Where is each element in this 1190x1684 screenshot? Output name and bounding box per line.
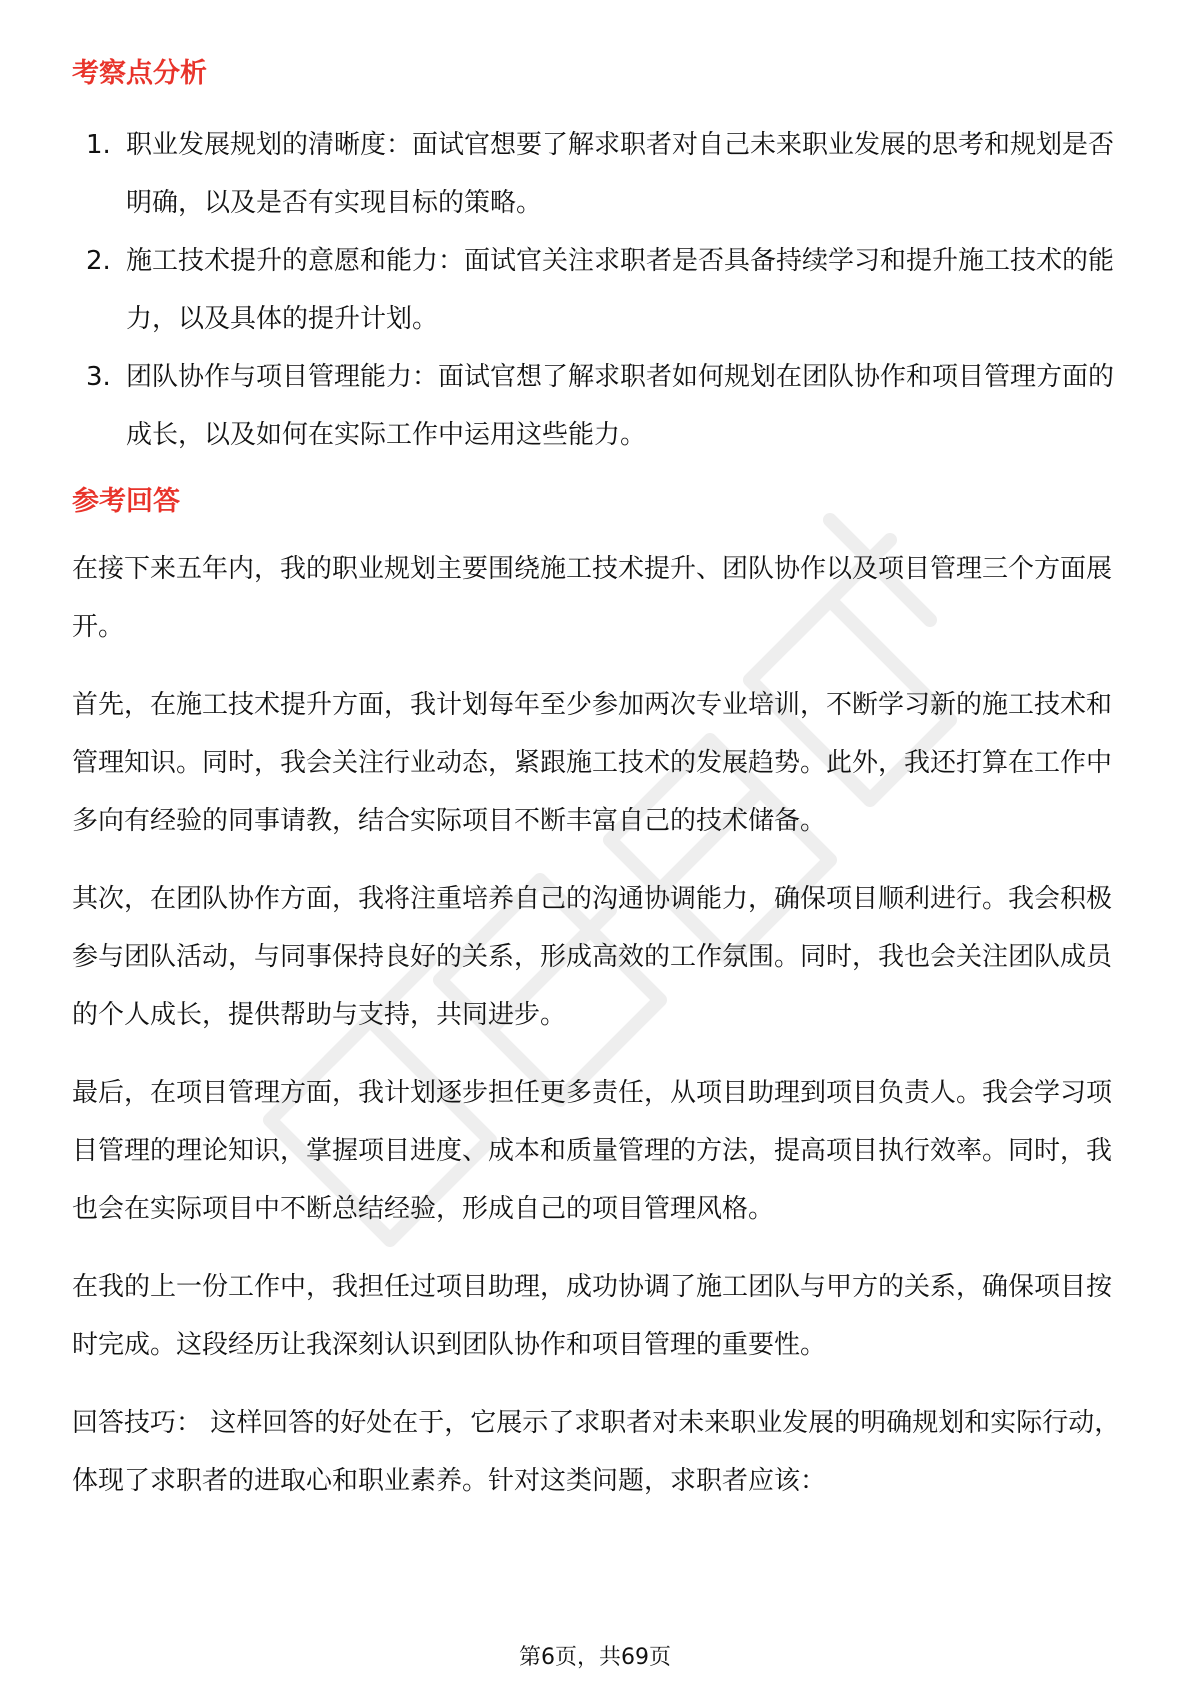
answer-paragraph: 其次，在团队协作方面，我将注重培养自己的沟通协调能力，确保项目顺利进行。我会积极参与团队活动，与同事保持良好的关系，形成高效的工作氛围。同时，我也会关注团队成员的个人成长，提供帮助与支持，共同进步。 <box>72 884 1113 1030</box>
answer-tips-paragraph: 回答技巧： 这样回答的好处在于，它展示了求职者对未来职业发展的明确规划和实际行动，体现了求职者的进取心和职业素养。针对这类问题，求职者应该： <box>72 1408 1121 1496</box>
answer-paragraph: 首先，在施工技术提升方面，我计划每年至少参加两次专业培训，不断学习新的施工技术和管理知识。同时，我会关注行业动态，紧跟施工技术的发展趋势。此外，我还打算在工作中多向有经验的同事请教，结合实际项目不断丰富自己的技术储备。 <box>72 690 1113 836</box>
list-item-text: 职业发展规划的清晰度：面试官想要了解求职者对自己未来职业发展的思考和规划是否明确，以及是否有实现目标的策略。 <box>126 130 1115 218</box>
list-item <box>72 348 1122 464</box>
answer-paragraph: 在我的上一份工作中，我担任过项目助理，成功协调了施工团队与甲方的关系，确保项目按时完成。这段经历让我深刻认识到团队协作和项目管理的重要性。 <box>72 1272 1113 1360</box>
list-item <box>72 116 1122 232</box>
page-number: 第6页，共69页 <box>519 1645 671 1670</box>
answer-paragraph: 在接下来五年内，我的职业规划主要围绕施工技术提升、团队协作以及项目管理三个方面展开。 <box>72 554 1113 642</box>
list-item-text: 团队协作与项目管理能力：面试官想了解求职者如何规划在团队协作和项目管理方面的成长，以及如何在实际工作中运用这些能力。 <box>126 362 1115 450</box>
list-item-number: 1. <box>86 130 111 160</box>
list-item-text: 施工技术提升的意愿和能力：面试官关注求职者是否具备持续学习和提升施工技术的能力，以及具体的提升计划。 <box>126 246 1115 334</box>
list-item-number: 3. <box>86 362 111 392</box>
list-item <box>72 232 1122 348</box>
analysis-list <box>72 116 1122 464</box>
answer-paragraph: 最后，在项目管理方面，我计划逐步担任更多责任，从项目助理到项目负责人。我会学习项目管理的理论知识，掌握项目进度、成本和质量管理的方法，提高项目执行效率。同时，我也会在实际项目中不断总结经验，形成自己的项目管理风格。 <box>72 1078 1113 1224</box>
list-item-number: 2. <box>86 246 111 276</box>
answer-heading: 参考回答 <box>72 486 180 517</box>
page-content <box>72 40 1122 1530</box>
analysis-heading: 考察点分析 <box>72 58 207 89</box>
